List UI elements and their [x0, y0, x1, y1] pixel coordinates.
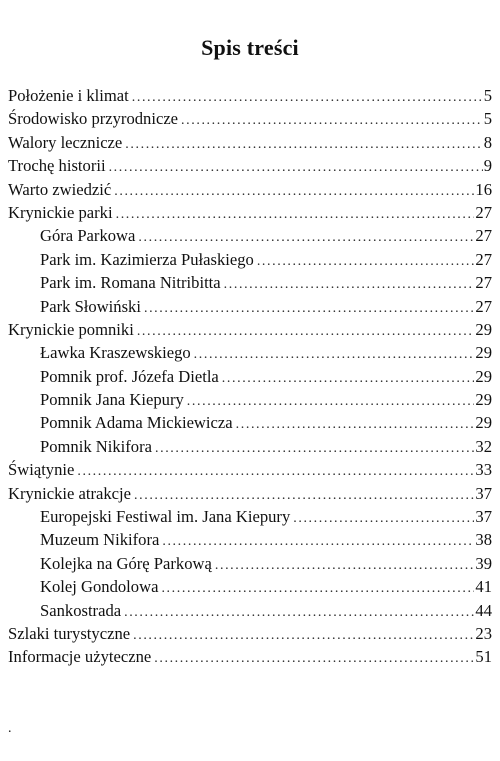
toc-subentry[interactable]: [8, 365, 492, 388]
dot-leader: [236, 413, 475, 436]
toc-page-number: 5: [483, 109, 492, 129]
toc-page-number: 39: [475, 553, 492, 573]
table-of-contents: [8, 84, 492, 669]
toc-page-number: 29: [475, 390, 492, 410]
toc-page-number: 51: [475, 647, 492, 667]
toc-entry[interactable]: [8, 482, 492, 505]
toc-page-number: 27: [475, 202, 492, 222]
toc-entry[interactable]: [8, 318, 492, 341]
toc-page-number: 37: [475, 507, 492, 527]
toc-entry[interactable]: [8, 131, 492, 154]
dot-leader: [293, 507, 474, 530]
toc-page-number: 29: [475, 319, 492, 339]
dot-leader: [133, 624, 474, 647]
dot-leader: [224, 273, 475, 296]
toc-page-number: 16: [475, 179, 492, 199]
toc-page-number: 29: [475, 343, 492, 363]
toc-page-number: 9: [483, 156, 492, 176]
toc-subentry[interactable]: [8, 528, 492, 551]
toc-entry-label: Krynickie atrakcje: [8, 483, 132, 503]
toc-entry-label: Położenie i klimat: [8, 86, 129, 105]
toc-entry[interactable]: [8, 154, 492, 177]
dot-leader: [77, 460, 474, 483]
dot-leader: [116, 203, 475, 226]
toc-entry-label: Muzeum Nikifora: [40, 530, 160, 550]
toc-entry-label: Pomnik Nikifora: [40, 436, 152, 456]
toc-subentry[interactable]: [8, 505, 492, 528]
toc-page-number: 44: [475, 600, 492, 620]
toc-entry-label: Ławka Kraszewskiego: [40, 343, 191, 363]
toc-entry-label: Trochę historii: [8, 156, 106, 176]
toc-entry[interactable]: [8, 622, 492, 645]
dot-leader: [154, 647, 474, 670]
toc-entry-label: Warto zwiedzić: [8, 179, 112, 199]
dot-leader: [114, 180, 474, 203]
dot-leader: [132, 86, 483, 109]
toc-page-number: 29: [475, 413, 492, 433]
toc-entry-label: Sankostrada: [40, 600, 122, 620]
toc-subentry[interactable]: [8, 435, 492, 458]
toc-page-number: 29: [475, 366, 492, 386]
toc-subentry[interactable]: [8, 411, 492, 434]
toc-entry-label: Środowisko przyrodnicze: [8, 109, 179, 129]
dot-leader: [109, 156, 483, 179]
toc-subentry[interactable]: [8, 388, 492, 411]
toc-page-number: 37: [475, 483, 492, 503]
toc-subentry[interactable]: [8, 271, 492, 294]
toc-subentry[interactable]: [8, 295, 492, 318]
dot-leader: [257, 250, 475, 273]
toc-entry-label: Kolejka na Górę Parkową: [40, 553, 212, 573]
toc-entry-label: Informacje użyteczne: [8, 647, 152, 667]
dot-leader: [125, 133, 482, 156]
toc-entry-label: Świątynie: [8, 460, 75, 480]
toc-page-number: 38: [475, 530, 492, 550]
toc-entry-label: Walory lecznicze: [8, 132, 123, 152]
toc-entry-label: Pomnik prof. Józefa Dietla: [40, 366, 219, 386]
dot-leader: [134, 484, 474, 507]
toc-page-number: 33: [475, 460, 492, 480]
toc-entry[interactable]: [8, 107, 492, 130]
toc-entry[interactable]: [8, 178, 492, 201]
toc-entry-label: Góra Parkowa: [40, 226, 136, 246]
dot-leader: [187, 390, 475, 413]
toc-entry-label: Park im. Romana Nitribitta: [40, 273, 221, 293]
toc-entry-label: Kolej Gondolowa: [40, 577, 159, 597]
dot-leader: [181, 109, 483, 132]
page-title: Spis treści: [201, 35, 299, 60]
trailing-mark: .: [8, 721, 12, 736]
toc-page-number: 27: [475, 296, 492, 316]
dot-leader: [138, 226, 474, 249]
dot-leader: [124, 601, 474, 624]
dot-leader: [215, 554, 475, 577]
toc-page-number: 41: [475, 577, 492, 597]
toc-page-number: 27: [475, 226, 492, 246]
toc-page-number: 23: [475, 623, 492, 643]
toc-entry-label: Pomnik Adama Mickiewicza: [40, 413, 233, 433]
toc-page-number: 27: [475, 273, 492, 293]
toc-entry-label: Park im. Kazimierza Pułaskiego: [40, 249, 254, 269]
toc-subentry[interactable]: [8, 248, 492, 271]
toc-subentry[interactable]: [8, 575, 492, 598]
toc-entry[interactable]: [8, 201, 492, 224]
toc-entry[interactable]: [8, 84, 492, 107]
toc-page-number: 8: [483, 132, 492, 152]
dot-leader: [222, 367, 475, 390]
toc-subentry[interactable]: [8, 341, 492, 364]
toc-entry[interactable]: [8, 458, 492, 481]
toc-entry-label: Krynickie parki: [8, 202, 113, 222]
toc-page-number: 5: [483, 86, 492, 105]
dot-leader: [137, 320, 475, 343]
dot-leader: [161, 577, 474, 600]
toc-subentry[interactable]: [8, 224, 492, 247]
dot-leader: [144, 297, 474, 320]
toc-entry-label: Szlaki turystyczne: [8, 623, 131, 643]
dot-leader: [194, 343, 475, 366]
toc-entry-label: Europejski Festiwal im. Jana Kiepury: [40, 507, 291, 527]
toc-page-number: 32: [475, 436, 492, 456]
toc-entry-label: Pomnik Jana Kiepury: [40, 390, 184, 410]
toc-subentry[interactable]: [8, 552, 492, 575]
toc-entry[interactable]: [8, 645, 492, 668]
toc-subentry[interactable]: [8, 599, 492, 622]
toc-entry-label: Park Słowiński: [40, 296, 141, 316]
dot-leader: [162, 530, 474, 553]
dot-leader: [155, 437, 474, 460]
toc-page-number: 27: [475, 249, 492, 269]
toc-entry-label: Krynickie pomniki: [8, 319, 134, 339]
